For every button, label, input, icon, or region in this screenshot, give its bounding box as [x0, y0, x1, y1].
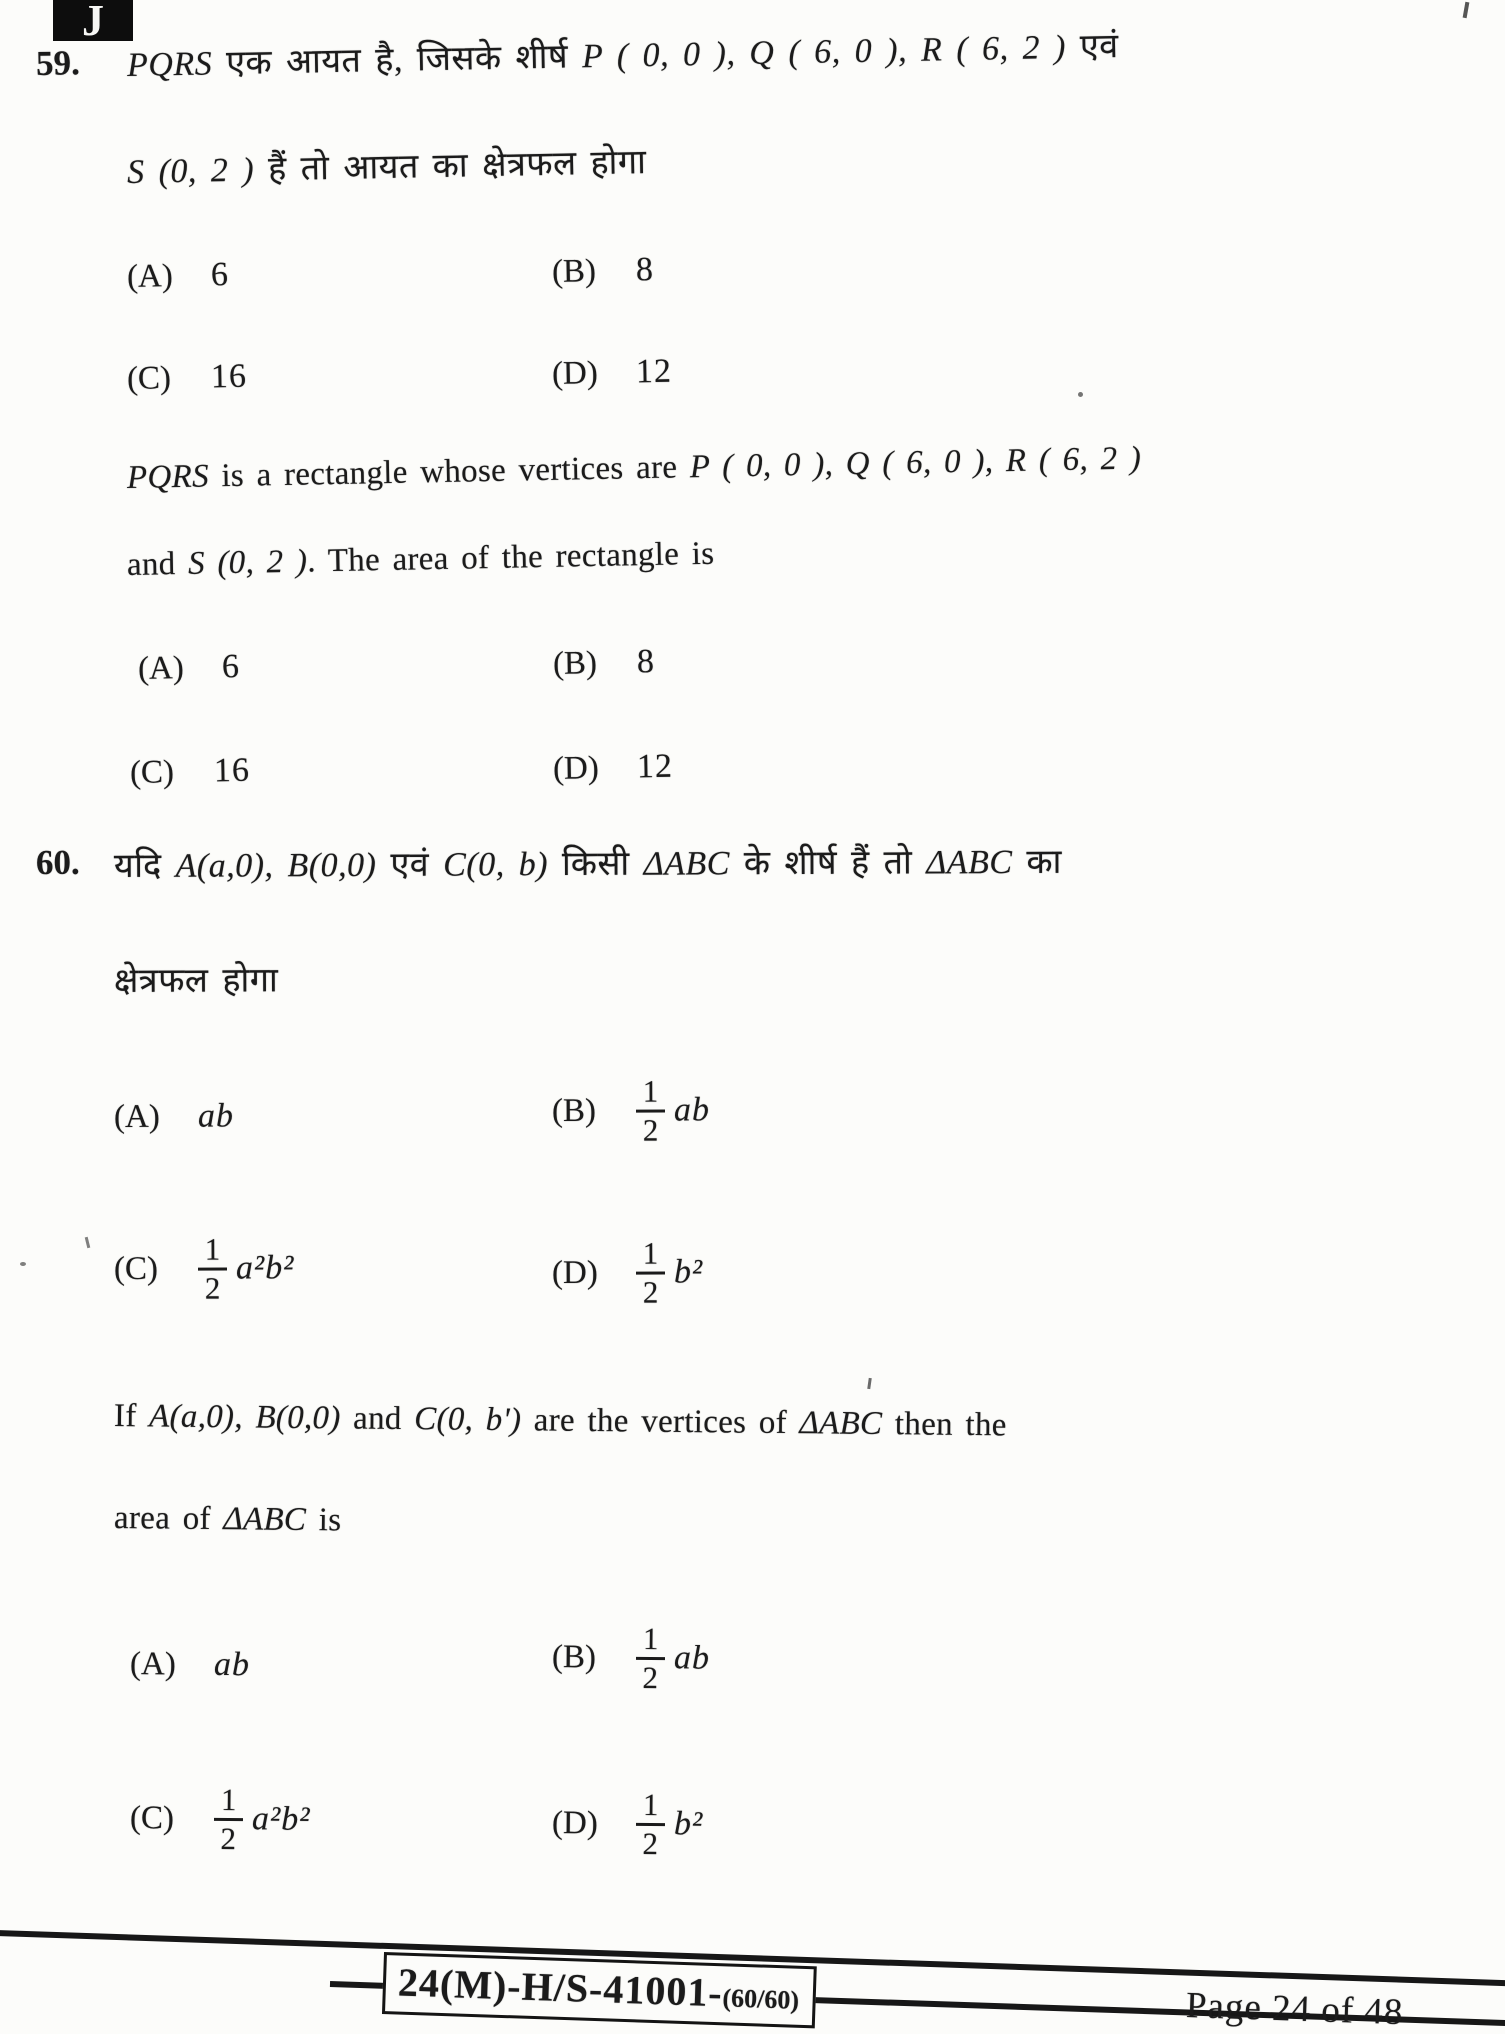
- fraction-denominator: 2: [220, 1821, 237, 1857]
- option-label: (B): [551, 252, 597, 290]
- plain-text: area of: [113, 1500, 224, 1538]
- fraction: [198, 1231, 227, 1306]
- option-label: (C): [126, 359, 172, 397]
- paper-code: 24(M)-H/S-41001-: [397, 1959, 724, 2016]
- fraction-denominator: 2: [642, 1660, 659, 1696]
- option-value: 16: [210, 357, 248, 396]
- fraction: [636, 1235, 665, 1310]
- option-value: a²b²: [251, 1800, 311, 1839]
- option-label: (D): [551, 354, 599, 392]
- scan-artifact: [85, 1237, 91, 1248]
- option-value: b²: [673, 1805, 704, 1843]
- question-59-number: 59.: [35, 43, 81, 83]
- scan-artifact: [20, 1262, 26, 1266]
- fraction-denominator: 2: [642, 1112, 659, 1148]
- option-value: 12: [635, 352, 673, 391]
- plain-text: एक आयत है, जिसके शीर्ष: [211, 38, 583, 83]
- option-label: (D): [551, 1804, 599, 1842]
- math-text: A(a,0), B(0,0): [148, 1398, 341, 1437]
- fraction-numerator: 1: [220, 1781, 237, 1818]
- option-value: a²b²: [235, 1249, 295, 1287]
- plain-text: is a rectangle whose vertices are: [208, 449, 691, 495]
- fraction-denominator: 2: [642, 1826, 659, 1862]
- q60-en-option-c: [130, 1783, 311, 1856]
- plain-text: का: [1012, 843, 1062, 882]
- option-value: 6: [221, 648, 241, 686]
- option-label: (B): [551, 1092, 597, 1129]
- math-text: ΔABC: [799, 1405, 883, 1443]
- q59-english-line1: [127, 441, 1142, 497]
- question-60-number: 60.: [35, 842, 80, 882]
- option-label: (C): [129, 1799, 175, 1837]
- option-value: b²: [673, 1253, 704, 1291]
- q60-en-option-d: [552, 1788, 704, 1860]
- math-text: C(0, b): [443, 846, 549, 884]
- plain-text: एवं: [376, 846, 444, 884]
- math-text: P ( 0, 0 ), Q ( 6, 0 ), R ( 6, 2 ): [581, 28, 1067, 76]
- q59-en-option-c: [130, 752, 251, 792]
- option-label: (C): [113, 1250, 159, 1287]
- q59-hi-option-c: [127, 358, 248, 398]
- plain-text: If: [113, 1398, 150, 1435]
- math-text: ΔABC: [223, 1501, 307, 1539]
- math-text: C(0, b'): [414, 1401, 522, 1439]
- fraction-denominator: 2: [204, 1270, 221, 1306]
- fraction-denominator: 2: [642, 1274, 659, 1310]
- q59-hi-option-b: [552, 251, 655, 291]
- option-label: (B): [551, 1638, 597, 1676]
- option-value: 12: [636, 747, 674, 786]
- math-text: S (0, 2 ): [187, 543, 308, 582]
- math-text: S (0, 2 ): [126, 151, 255, 191]
- q60-en-option-b: [552, 1622, 711, 1694]
- q60-en-option-a: [130, 1645, 250, 1684]
- plain-text: के शीर्ष हैं तो: [729, 844, 927, 883]
- math-text: A(a,0), B(0,0): [175, 846, 377, 885]
- q60-hindi-line1: [114, 837, 1062, 887]
- scan-artifact: [1463, 2, 1470, 18]
- plain-text: are the vertices of: [521, 1402, 800, 1442]
- option-label: (A): [137, 649, 185, 687]
- fraction-numerator: 1: [642, 1620, 659, 1657]
- option-value: 16: [213, 751, 251, 790]
- plain-text: then the: [882, 1406, 1007, 1444]
- math-text: PQRS: [126, 45, 213, 84]
- option-label: (B): [552, 644, 598, 682]
- option-value: 8: [636, 643, 656, 681]
- plain-text: किसी: [547, 845, 644, 884]
- scan-artifact: [1078, 392, 1083, 397]
- fraction-numerator: 1: [642, 1786, 659, 1823]
- plain-text: एवं: [1065, 27, 1119, 66]
- q59-hindi-line2: [127, 137, 647, 193]
- q59-en-option-b: [553, 643, 656, 683]
- page-number-label: Page 24 of 48: [1185, 1985, 1405, 2034]
- option-value: ab: [197, 1097, 235, 1135]
- q59-hindi-line1: [127, 21, 1119, 86]
- option-label: (D): [551, 1254, 598, 1291]
- math-text: P ( 0, 0 ), Q ( 6, 0 ), R ( 6, 2 ): [689, 440, 1142, 486]
- fraction: [636, 1073, 665, 1148]
- paper-code-suffix: (60/60): [722, 1983, 800, 2015]
- q60-english-line1: [114, 1398, 1007, 1444]
- plain-text: is: [306, 1502, 342, 1539]
- math-text: ΔABC: [926, 844, 1013, 882]
- option-value: 8: [635, 251, 655, 289]
- option-label: (A): [126, 257, 174, 295]
- plain-text: यदि: [113, 847, 176, 885]
- fraction-numerator: 1: [642, 1073, 659, 1109]
- option-value: ab: [213, 1645, 251, 1684]
- q59-english-line2: [127, 536, 715, 584]
- math-text: PQRS: [126, 458, 210, 496]
- option-label: (D): [552, 749, 600, 787]
- option-value: ab: [673, 1639, 711, 1678]
- q60-hi-option-c: [114, 1233, 295, 1305]
- option-value: 6: [210, 256, 230, 294]
- fraction: [214, 1781, 244, 1857]
- q60-hindi-line2: क्षेत्रफल होगा: [113, 962, 279, 1000]
- scan-artifact: [867, 1378, 872, 1389]
- set-code-box: [53, 0, 133, 41]
- paper-code-box: [382, 1952, 817, 2028]
- plain-text: and: [340, 1400, 415, 1438]
- plain-text: and: [126, 545, 189, 583]
- set-code-letter: J: [82, 0, 104, 41]
- q60-hi-option-b: [552, 1075, 710, 1146]
- q60-hi-option-a: [114, 1097, 234, 1136]
- q59-hi-option-a: [127, 256, 230, 296]
- fraction: [636, 1620, 666, 1696]
- plain-text: . The area of the rectangle is: [306, 535, 715, 580]
- option-value: ab: [673, 1091, 711, 1129]
- fraction-numerator: 1: [642, 1235, 659, 1271]
- q59-en-option-d: [553, 748, 674, 788]
- q60-hi-option-d: [552, 1237, 704, 1308]
- fraction: [636, 1786, 666, 1862]
- math-text: ΔABC: [643, 845, 730, 883]
- q60-english-line2: [114, 1500, 342, 1539]
- option-label: (A): [113, 1098, 160, 1135]
- fraction-numerator: 1: [204, 1231, 221, 1267]
- option-label: (A): [129, 1645, 177, 1682]
- q59-hi-option-d: [552, 353, 673, 393]
- option-label: (C): [129, 753, 175, 791]
- plain-text: हैं तो आयत का क्षेत्रफल होगा: [253, 144, 647, 189]
- q59-en-option-a: [138, 648, 241, 688]
